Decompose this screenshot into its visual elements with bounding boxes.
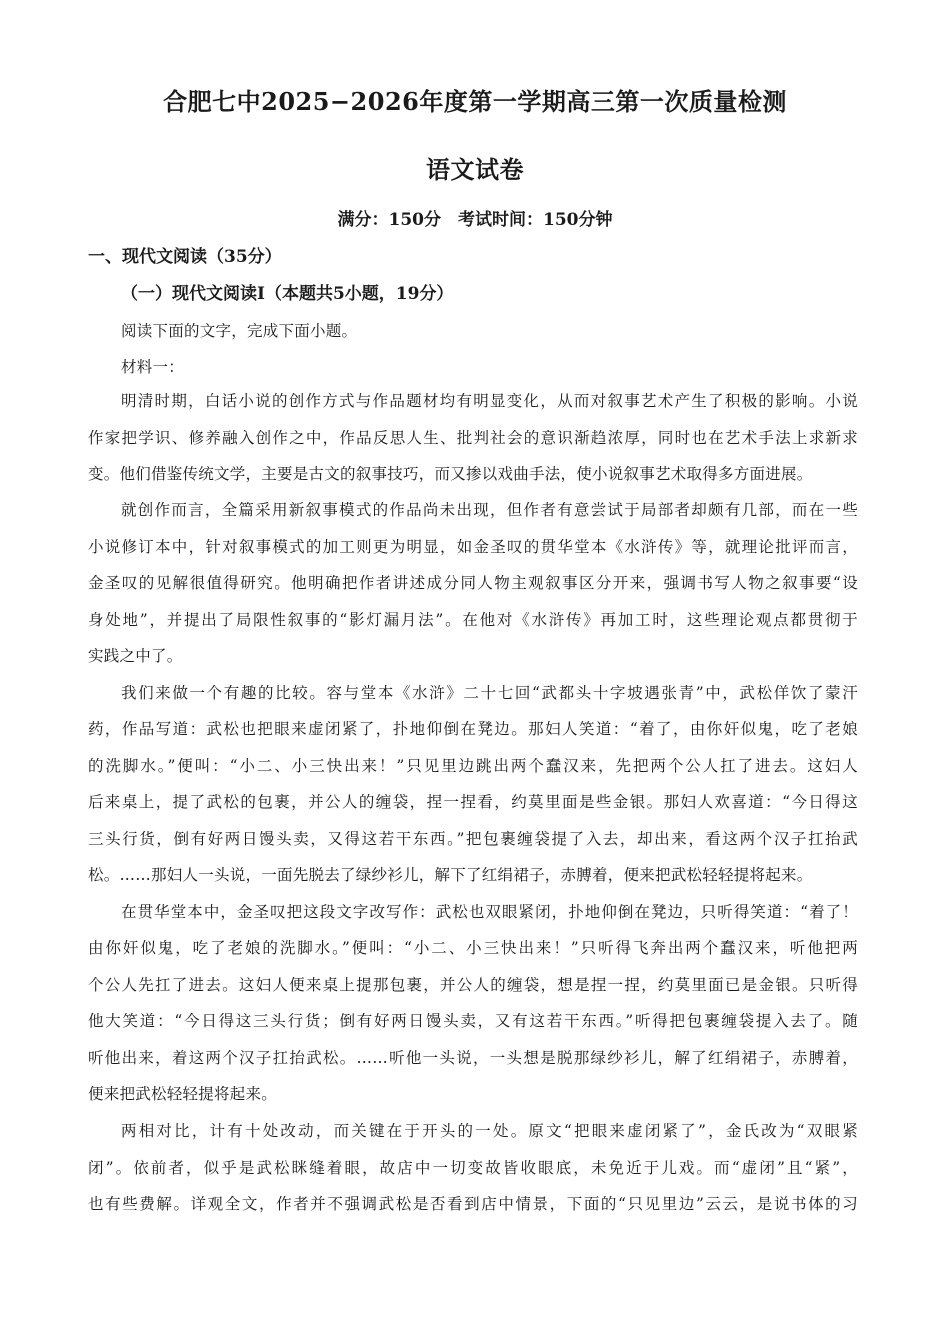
exam-meta: 满分：150分 考试时间：150分钟 <box>337 210 613 230</box>
text-line: 在贯华堂本中，金圣叹把这段文字改写作：武松也双眼紧闭，扑地仰倒在凳边，只听得笑道：“着了！ <box>121 903 858 921</box>
section-subheading: （一）现代文阅读Ⅰ（本题共5小题，19分） <box>121 284 454 304</box>
text-line: 明清时期，白话小说的创作方式与作品题材均有明显变化，从而对叙事艺术产生了积极的影响。小说 <box>121 392 858 410</box>
text-line: 便来把武松轻轻提将起来。 <box>88 1085 278 1103</box>
text-line: 闭”。依前者，似乎是武松眯缝着眼，故店中一切变故皆收眼底，未免近于儿戏。而“虚闭”且“紧”， <box>88 1159 858 1177</box>
text-line: 实践之中了。 <box>88 647 183 665</box>
text-line: 由你奸似鬼，吃了老娘的洗脚水。”便叫：“小二、小三快出来！”只听得飞奔出两个蠢汉来，听他把两 <box>88 939 858 957</box>
text-line: 个公人先扛了进去。这妇人便来桌上提那包裹，并公人的缠袋，想是捏一捏，约莫里面已是金银。只听得 <box>88 976 858 994</box>
text-line: 的洗脚水。”便叫：“小二、小三快出来！”只见里边跳出两个蠢汉来，先把两个公人扛了进去。这妇人 <box>88 757 858 775</box>
text-line: 作家把学识、修养融入创作之中，作品反思人生、批判社会的意识渐趋浓厚，同时也在艺术手法上求新求 <box>88 429 858 447</box>
text-line: 三头行货，倒有好两日馒头卖，又得这若干东西。”把包裹缠袋提了入去，却出来，看这两个汉子扛抬武 <box>88 830 858 848</box>
text-line: 药，作品写道：武松也把眼来虚闭紧了，扑地仰倒在凳边。那妇人笑道：“着了，由你奸似鬼，吃了老娘 <box>88 720 858 738</box>
text-line: 也有些费解。详观全文，作者并不强调武松是否看到店中情景，下面的“只见里边”云云，是说书体的习 <box>88 1195 858 1213</box>
instruction-line: 阅读下面的文字，完成下面小题。 <box>121 322 358 340</box>
text-line: 后来桌上，提了武松的包裹，并公人的缠袋，捏一捏看，约莫里面是些金银。那妇人欢喜道：“今日得这 <box>88 793 858 811</box>
text-line: 变。他们借鉴传统文学，主要是古文的叙事技巧，而又掺以戏曲手法，使小说叙事艺术取得多方面进展。 <box>88 465 813 483</box>
text-line: 身处地”，并提出了局限性叙事的“影灯漏月法”。在他对《水浒传》再加工时，这些理论观点都贯彻于 <box>88 611 858 629</box>
exam-subtitle: 语文试卷 <box>426 155 524 184</box>
text-line: 我们来做一个有趣的比较。容与堂本《水浒》二十七回“武都头十字坡遇张青”中，武松佯饮了蒙汗 <box>121 684 858 702</box>
text-line: 两相对比，计有十处改动，而关键在于开头的一处。原文“把眼来虚闭紧了”，金氏改为“双眼紧 <box>121 1122 858 1140</box>
text-line: 金圣叹的见解很值得研究。他明确把作者讲述成分同人物主观叙事区分开来，强调书写人物之叙事要“设 <box>88 574 858 592</box>
material-label: 材料一： <box>121 358 185 376</box>
text-line: 他大笑道：“今日得这三头行货；倒有好两日馒头卖，又有这若干东西。”听得把包裹缠袋提入去了。随 <box>88 1012 858 1030</box>
text-line: 小说修订本中，针对叙事模式的加工则更为明显，如金圣叹的贯华堂本《水浒传》等，就理论批评而言， <box>88 538 858 556</box>
section-heading: 一、现代文阅读（35分） <box>88 247 282 267</box>
text-line: 松。……那妇人一头说，一面先脱去了绿纱衫儿，解下了红绢裙子，赤膊着，便来把武松轻轻提将起来。 <box>88 866 813 884</box>
text-line: 就创作而言，全篇采用新叙事模式的作品尚未出现，但作者有意尝试于局部者却颇有几部，而在一些 <box>121 501 858 519</box>
exam-title: 合肥七中2025−2026年度第一学期高三第一次质量检测 <box>163 87 787 116</box>
text-line: 听他出来，着这两个汉子扛抬武松。……听他一头说，一头想是脱那绿纱衫儿，解了红绢裙子，赤膊着， <box>88 1049 858 1067</box>
